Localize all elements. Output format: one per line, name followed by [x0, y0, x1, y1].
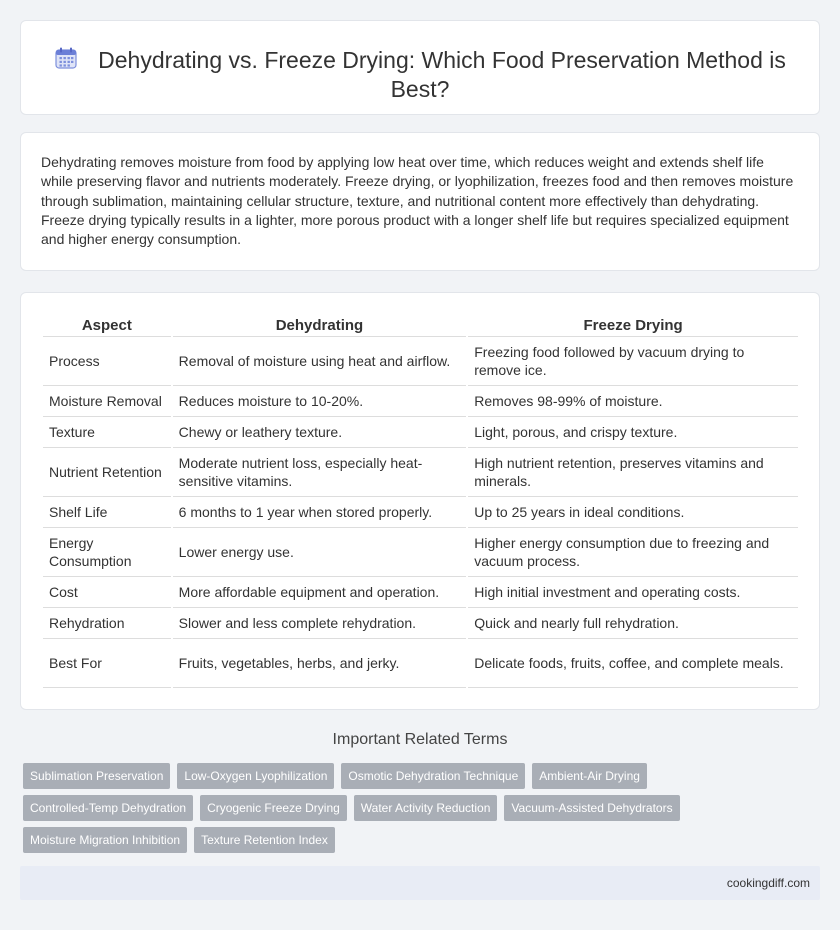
cell-freeze-drying: High nutrient retention, preserves vitamins and minerals.	[468, 448, 798, 497]
intro-paragraph: Dehydrating removes moisture from food by applying low heat over time, which reduces weight and extends shelf life while preserving flavor and nutrients moderately. Freeze drying, or lyophilization, freezes food and then removes moisture through sublimation, maintaining cellular structure, texture, and nutritional content more effectively than dehydrating. Freeze drying typically results in a lighter, more porous product with a longer shelf life but requires specialized equipment and higher energy consumption.	[41, 154, 794, 248]
footer	[20, 866, 820, 900]
related-terms-tags	[23, 763, 723, 859]
header-freeze-drying: Freeze Drying	[468, 315, 798, 337]
cell-freeze-drying: Removes 98-99% of moisture.	[468, 386, 798, 417]
cell-aspect: Cost	[43, 577, 171, 608]
cell-freeze-drying: Freezing food followed by vacuum drying to remove ice.	[468, 337, 798, 386]
table-row	[43, 337, 798, 386]
table-row	[43, 497, 798, 528]
cell-aspect: Energy Consumption	[43, 528, 171, 577]
cell-dehydrating: Fruits, vegetables, herbs, and jerky.	[173, 639, 467, 688]
table-row	[43, 448, 798, 497]
cell-dehydrating: Chewy or leathery texture.	[173, 417, 467, 448]
related-term-tag[interactable]: Low-Oxygen Lyophilization	[177, 763, 334, 789]
tag-row	[23, 827, 723, 853]
table-row	[43, 639, 798, 688]
comparison-card	[20, 292, 820, 710]
table-header-row	[43, 315, 798, 337]
cell-dehydrating: Removal of moisture using heat and airflow.	[173, 337, 467, 386]
tag-row	[23, 795, 723, 821]
cell-aspect: Rehydration	[43, 608, 171, 639]
title-card	[20, 20, 820, 115]
header-dehydrating: Dehydrating	[173, 315, 467, 337]
cell-dehydrating: Reduces moisture to 10-20%.	[173, 386, 467, 417]
cell-dehydrating: Moderate nutrient loss, especially heat-sensitive vitamins.	[173, 448, 467, 497]
tag-row	[23, 763, 723, 789]
related-term-tag[interactable]: Ambient-Air Drying	[532, 763, 647, 789]
table-row	[43, 528, 798, 577]
cell-dehydrating: Slower and less complete rehydration.	[173, 608, 467, 639]
cell-dehydrating: Lower energy use.	[173, 528, 467, 577]
cell-aspect: Nutrient Retention	[43, 448, 171, 497]
cell-dehydrating: More affordable equipment and operation.	[173, 577, 467, 608]
cell-aspect: Moisture Removal	[43, 386, 171, 417]
table-row	[43, 386, 798, 417]
calendar-icon	[54, 46, 78, 75]
cell-dehydrating: 6 months to 1 year when stored properly.	[173, 497, 467, 528]
footer-site: cookingdiff.com	[726, 876, 810, 890]
related-terms-title: Important Related Terms	[332, 731, 508, 748]
header-aspect: Aspect	[43, 315, 171, 337]
cell-freeze-drying: High initial investment and operating costs.	[468, 577, 798, 608]
related-term-tag[interactable]: Osmotic Dehydration Technique	[341, 763, 525, 789]
table-row	[43, 608, 798, 639]
cell-freeze-drying: Light, porous, and crispy texture.	[468, 417, 798, 448]
title-text: Dehydrating vs. Freeze Drying: Which Food Preservation Method is Best?	[98, 47, 786, 102]
related-term-tag[interactable]: Controlled-Temp Dehydration	[23, 795, 193, 821]
related-term-tag[interactable]: Water Activity Reduction	[354, 795, 498, 821]
cell-freeze-drying: Delicate foods, fruits, coffee, and complete meals.	[468, 639, 798, 688]
cell-freeze-drying: Quick and nearly full rehydration.	[468, 608, 798, 639]
related-term-tag[interactable]: Texture Retention Index	[194, 827, 335, 853]
comparison-table	[41, 315, 800, 688]
cell-freeze-drying: Up to 25 years in ideal conditions.	[468, 497, 798, 528]
cell-aspect: Process	[43, 337, 171, 386]
cell-aspect: Best For	[43, 639, 171, 688]
intro-card	[20, 132, 820, 271]
table-row	[43, 417, 798, 448]
related-term-tag[interactable]: Moisture Migration Inhibition	[23, 827, 187, 853]
related-term-tag[interactable]: Cryogenic Freeze Drying	[200, 795, 347, 821]
cell-freeze-drying: Higher energy consumption due to freezing and vacuum process.	[468, 528, 798, 577]
table-row	[43, 577, 798, 608]
related-term-tag[interactable]: Vacuum-Assisted Dehydrators	[504, 795, 679, 821]
page-title	[41, 46, 799, 104]
cell-aspect: Shelf Life	[43, 497, 171, 528]
related-term-tag[interactable]: Sublimation Preservation	[23, 763, 170, 789]
cell-aspect: Texture	[43, 417, 171, 448]
